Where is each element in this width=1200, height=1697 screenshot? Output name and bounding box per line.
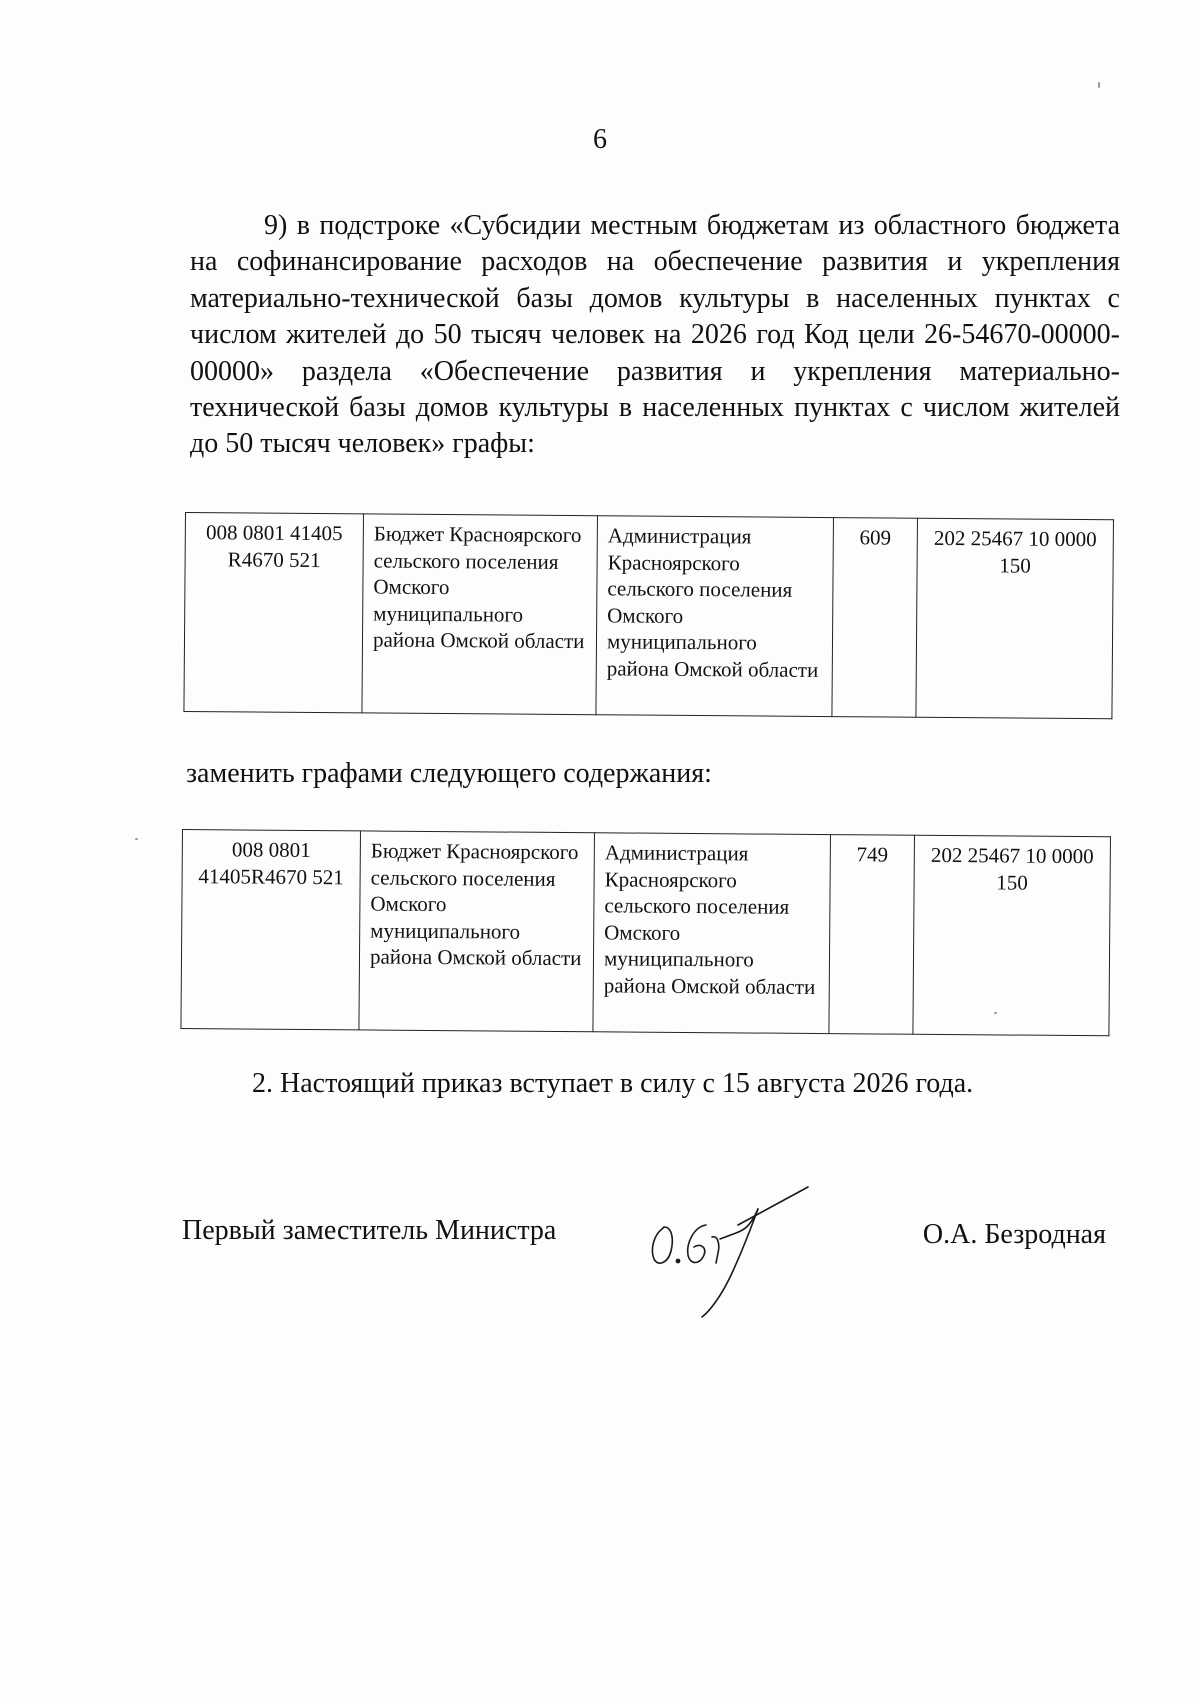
signatory-position: Первый заместитель Министра — [182, 1215, 557, 1246]
administrator-cell: Администрация Красноярского сельского поселения Омского муниципального района Омской области — [593, 833, 831, 1034]
page-number: 6 — [593, 124, 607, 155]
income-code-cell: 202 25467 10 0000 150 — [913, 835, 1111, 1036]
budget-cell: Бюджет Красноярского сельского поселения Омского муниципального района Омской области — [362, 514, 598, 715]
admin-code-cell: 609 — [832, 518, 918, 718]
administrator-cell: Администрация Красноярского сельского поселения Омского муниципального района Омской области — [596, 516, 834, 717]
table-row — [184, 513, 1114, 719]
paragraph-item-2: 2. Настоящий приказ вступает в силу с 15 августа 2026 года. — [252, 1068, 974, 1099]
scan-speck — [1098, 82, 1100, 88]
replace-instruction: заменить графами следующего содержания: — [186, 758, 712, 789]
handwritten-signature — [640, 1185, 840, 1325]
paragraph-item-9: 9) в подстроке «Субсидии местным бюджетам из областного бюджета на софинансирование расходов на обеспечение развития и укрепления материально-технической базы домов культуры в населенных пунктах с числом жителей до 50 тысяч человек на 2026 год Код цели 26-54670-00000-00000» раздела «Обеспечение развития и укрепления материально-технической базы домов культуры в населенных пунктах с числом жителей до 50 тысяч человек» графы: — [190, 210, 1120, 460]
income-code-cell: 202 25467 10 0000 150 — [916, 518, 1114, 719]
kbk-code-cell: 008 0801 41405 R4670 521 — [184, 513, 364, 713]
new-columns-table — [180, 829, 1111, 1036]
admin-code-cell: 749 — [829, 835, 915, 1035]
old-columns-table — [183, 512, 1114, 719]
table-row — [181, 830, 1111, 1036]
kbk-code-cell: 008 0801 41405R4670 521 — [181, 830, 361, 1030]
budget-cell: Бюджет Красноярского сельского поселения Омского муниципального района Омской области — [359, 831, 595, 1032]
scan-speck — [135, 838, 138, 840]
scan-speck — [994, 1012, 997, 1014]
signatory-name: О.А. Безродная — [922, 1219, 1106, 1250]
